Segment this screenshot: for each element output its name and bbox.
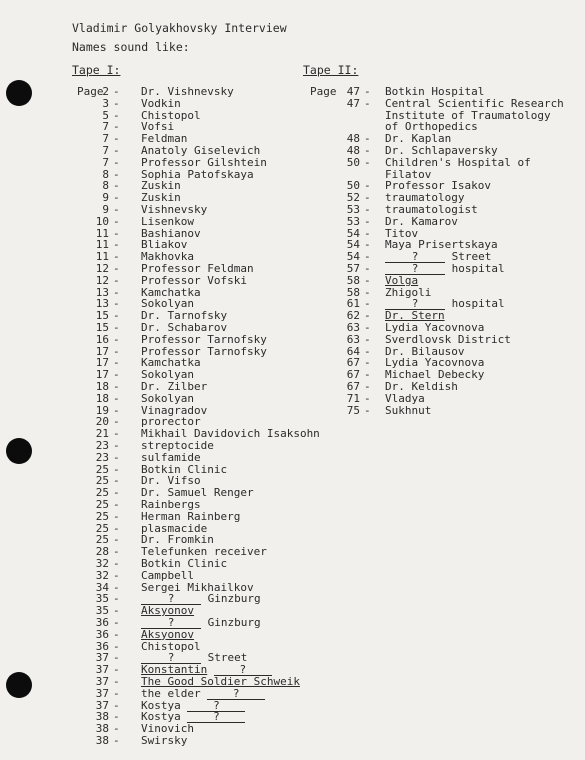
entry-name: Vinovich [141, 722, 194, 736]
entry-dash: - [113, 273, 120, 287]
page-number: 36 [95, 616, 109, 629]
page-number: 11 [95, 238, 109, 252]
entry-text [141, 735, 187, 747]
page-number: 10 [95, 214, 109, 228]
entry-name: Swirsky [141, 734, 188, 747]
entry-dash: - [113, 427, 120, 441]
entry-name: Zuskin [141, 191, 181, 205]
entry-name: Professor Isakov [385, 179, 491, 193]
entry-dash: - [113, 96, 120, 110]
entry-name: Volga [385, 273, 419, 287]
entry-name: sulfamide [141, 450, 201, 464]
page-number: 9 [102, 191, 109, 205]
entry-name: Chistopol [141, 639, 201, 653]
page-number: 54 [346, 250, 360, 264]
page-number: 54 [346, 238, 360, 252]
page-number: 32 [95, 557, 109, 570]
page-number: 19 [95, 403, 109, 417]
entry-dash: - [113, 580, 120, 594]
entry-dash: - [113, 415, 120, 429]
entry-dash: - [113, 132, 120, 146]
page-number: 37 [95, 686, 109, 700]
entry-name: Vishnevsky [141, 203, 208, 216]
unknown-blank: ? [385, 298, 445, 310]
entry-dash: - [364, 309, 371, 323]
page-number: 25 [95, 521, 109, 535]
entry-dash: - [364, 155, 371, 169]
entry-dash: - [364, 368, 371, 382]
entry-name: plasmacide [141, 521, 208, 535]
entry-dash: - [364, 132, 371, 146]
entry-dash: - [364, 179, 371, 193]
page-number: 18 [95, 380, 109, 393]
page-number: 38 [95, 734, 109, 747]
entry-name: Telefunken receiver [141, 545, 267, 559]
unknown-blank: ? [141, 593, 201, 605]
page-number: 57 [346, 262, 360, 275]
page-number: 15 [95, 309, 109, 323]
entry-name: Titov [385, 226, 419, 240]
unknown-blank: ? [207, 688, 265, 700]
page-number: 58 [346, 273, 360, 287]
entry-dash: - [113, 191, 120, 205]
entry-name: Dr. Keldish [385, 380, 458, 393]
entry-dash: - [364, 238, 371, 252]
page-number: 63 [346, 332, 360, 346]
page-number: 8 [102, 179, 109, 193]
entry-name: Aksyonov [141, 627, 194, 641]
entry-dash: - [113, 651, 120, 665]
entry-dash: - [113, 144, 120, 157]
page-number: 21 [95, 427, 109, 441]
entry-name: Dr. Zilber [141, 380, 208, 393]
entry-text [385, 405, 431, 417]
entry-name: Bliakov [141, 238, 188, 252]
entry-name: Sukhnut [385, 403, 432, 417]
page-number: 37 [95, 675, 109, 688]
entry-name: Vofsi [141, 120, 175, 134]
page-number: 13 [95, 297, 109, 311]
entry-name: Children's Hospital of [385, 155, 531, 169]
entry-name: Dr. Schlapaversky [385, 144, 498, 157]
entry-dash: - [113, 545, 120, 559]
entry-dash: - [113, 356, 120, 370]
page-number: 64 [346, 344, 360, 358]
page-number: 53 [346, 214, 360, 228]
entry-dash: - [113, 108, 120, 122]
page-number: 9 [102, 203, 109, 216]
entry-dash: - [113, 639, 120, 653]
entry-dash: - [113, 285, 120, 299]
entry-name: Dr. Schabarov [141, 321, 228, 334]
page-number: 53 [346, 203, 360, 216]
entry-dash: - [364, 391, 371, 405]
entry-name: Dr. Stern [385, 309, 445, 323]
entry-name: streptocide [141, 439, 214, 452]
entry-dash: - [113, 250, 120, 264]
entry-name: Botkin Clinic [141, 462, 228, 476]
entry-name: Dr. Tarnofsky [141, 309, 228, 323]
page-number: 47 [346, 85, 360, 98]
entry-dash: - [364, 356, 371, 370]
entry-name: Dr. Bilausov [385, 344, 465, 358]
entry-dash: - [364, 273, 371, 287]
entry-name: Dr. Vishnevsky [141, 85, 234, 98]
page-number: 36 [95, 627, 109, 641]
entry-dash: - [113, 391, 120, 405]
entry-dash: - [113, 380, 120, 393]
entry-name: hospital [451, 262, 505, 275]
page-number: 36 [95, 639, 109, 653]
entry-name: The Good Soldier Schweik [141, 675, 300, 688]
entry-name: Kostya [141, 710, 181, 724]
page-number: 25 [95, 498, 109, 511]
entry-dash: - [113, 155, 120, 169]
page-number: 47 [346, 96, 360, 110]
page-number: 23 [95, 439, 109, 452]
punch-hole [6, 438, 32, 464]
page-number: 11 [95, 226, 109, 240]
entry-name: Lydia Yacovnova [385, 321, 485, 334]
entry-name: Professor Vofski [141, 273, 247, 287]
entry-dash: - [113, 616, 120, 629]
entry-dash: - [113, 226, 120, 240]
entry-name: Maya Prisertskaya [385, 238, 498, 252]
entry-name: Botkin Hospital [385, 85, 485, 98]
entry-name: Konstantin [141, 663, 208, 677]
page-number: 25 [95, 486, 109, 500]
entry-name: traumatology [385, 191, 465, 205]
page-number: 37 [95, 651, 109, 665]
page-number: 67 [346, 380, 360, 393]
entry-dash: - [113, 663, 120, 677]
page-number: 35 [95, 604, 109, 618]
entry-dash: - [113, 167, 120, 181]
entry-dash: - [113, 734, 120, 747]
tape-2-page-label: Page [310, 85, 337, 98]
entry-name: Professor Gilshtein [141, 155, 267, 169]
entry-name: Professor Tarnofsky [141, 332, 267, 346]
page-number: 61 [346, 297, 360, 311]
page-number: 25 [95, 509, 109, 523]
entry-dash: - [113, 344, 120, 358]
entry-name: Professor Tarnofsky [141, 344, 267, 358]
entry-name: Feldman [141, 132, 188, 146]
entry-name: Professor Feldman [141, 262, 254, 275]
page-number: 13 [95, 285, 109, 299]
page-number: 67 [346, 368, 360, 382]
entry-dash: - [113, 262, 120, 275]
page-number: 18 [95, 391, 109, 405]
entry-dash: - [364, 191, 371, 205]
entry-dash: - [113, 439, 120, 452]
entry-dash: - [364, 285, 371, 299]
page-number: 62 [346, 309, 360, 323]
entry-dash: - [113, 462, 120, 476]
entry-name: Sophia Patofskaya [141, 167, 254, 181]
tape-1-page-label: Page [77, 85, 104, 98]
entry-name: Zuskin [141, 179, 181, 193]
entry-dash: - [113, 592, 120, 606]
entry-dash: - [113, 509, 120, 523]
entry-name: Ginzburg [207, 592, 261, 606]
page-number: 52 [346, 191, 360, 205]
page-number: 63 [346, 321, 360, 334]
entry-dash: - [113, 368, 120, 382]
entry-name: Vladya [385, 391, 425, 405]
page-number: 2 [102, 85, 109, 98]
entry-dash: - [364, 250, 371, 264]
entry-name: prorector [141, 415, 201, 429]
page-number: 20 [95, 415, 109, 429]
entry-dash: - [364, 297, 371, 311]
page-number: 50 [346, 155, 360, 169]
page-number: 12 [95, 262, 109, 275]
unknown-blank: ? [141, 652, 201, 664]
page-number: 15 [95, 321, 109, 334]
entry-dash: - [364, 144, 371, 157]
page-number: 17 [95, 356, 109, 370]
entry-dash: - [364, 214, 371, 228]
entry-name: Mikhail Davidovich Isaksohn [141, 427, 320, 441]
page-number: 12 [95, 273, 109, 287]
entry-name: Campbell [141, 568, 194, 582]
page-number: 16 [95, 332, 109, 346]
page-number: 7 [102, 132, 109, 146]
entry-dash: - [113, 710, 120, 724]
entry-name: Street [207, 651, 248, 665]
page-number: 8 [102, 167, 109, 181]
entry-name: Vodkin [141, 96, 181, 110]
entry-name: Central Scientific Research [385, 96, 564, 110]
unknown-blank: ? [385, 251, 445, 263]
entry-dash: - [113, 521, 120, 535]
entry-dash: - [364, 226, 371, 240]
page-number: 23 [95, 450, 109, 464]
entry-name: Dr. Fromkin [141, 533, 214, 547]
entry-name: Lydia Yacovnova [385, 356, 485, 370]
entry-name: Sokolyan [141, 297, 194, 311]
entry-name: Lisenkow [141, 214, 194, 228]
entry-name: Herman Rainberg [141, 509, 241, 523]
entry-name: Kostya [141, 698, 181, 712]
entry-name: Dr. Kamarov [385, 214, 458, 228]
entry-name: Institute of Traumatology [385, 108, 551, 122]
entry-name: Rainbergs [141, 498, 201, 511]
tape-1-heading: Tape I: [72, 63, 121, 77]
page-number: 25 [95, 462, 109, 476]
entry-name: Sokolyan [141, 391, 194, 405]
entry-name: Kamchatka [141, 285, 201, 299]
page-number: 38 [95, 710, 109, 724]
punch-hole [6, 672, 32, 698]
entry-dash: - [113, 604, 120, 618]
page-number: 48 [346, 144, 360, 157]
page-number: 71 [346, 391, 360, 405]
entry-dash: - [113, 557, 120, 570]
entry-name: traumatologist [385, 203, 478, 216]
entry-dash: - [113, 403, 120, 417]
entry-name: the elder [141, 686, 201, 700]
entry-name: Filatov [385, 167, 432, 181]
entry-dash: - [113, 238, 120, 252]
entry-dash: - [113, 450, 120, 464]
page-number: 35 [95, 592, 109, 606]
entry-dash: - [113, 627, 120, 641]
page-number: 11 [95, 250, 109, 264]
entry-dash: - [113, 722, 120, 736]
entry-dash: - [113, 686, 120, 700]
entry-dash: - [364, 262, 371, 275]
unknown-blank: ? [187, 700, 245, 712]
page-number: 37 [95, 663, 109, 677]
page-number: 58 [346, 285, 360, 299]
entry-dash: - [364, 203, 371, 216]
page-number: 28 [95, 545, 109, 559]
entry-name: Street [451, 250, 492, 264]
page-number: 25 [95, 533, 109, 547]
tape-2-heading: Tape II: [303, 63, 359, 77]
entry-dash: - [113, 85, 120, 98]
entry-dash: - [364, 380, 371, 393]
document-title: Vladimir Golyakhovsky Interview [72, 21, 287, 35]
entry-dash: - [113, 568, 120, 582]
entry-dash: - [364, 85, 371, 98]
entry-dash: - [364, 403, 371, 417]
page-number: 7 [102, 155, 109, 169]
entry-dash: - [113, 179, 120, 193]
entry-dash: - [113, 214, 120, 228]
entry-name: Sergei Mikhailkov [141, 580, 254, 594]
page-number: 54 [346, 226, 360, 240]
entry-name: Sokolyan [141, 368, 194, 382]
entry-name: of Orthopedics [385, 120, 478, 134]
entry-name: Kamchatka [141, 356, 201, 370]
entry-name: Dr. Vifso [141, 474, 201, 488]
entry-dash: - [364, 332, 371, 346]
entry-name: Michael Debecky [385, 368, 485, 382]
entry-name: Vinagradov [141, 403, 208, 417]
page-number: 7 [102, 144, 109, 157]
entry-name: Anatoly Giselevich [141, 144, 261, 157]
document-subtitle: Names sound like: [72, 40, 190, 54]
page-number: 32 [95, 568, 109, 582]
entry-name: Bashianov [141, 226, 201, 240]
page-number: 75 [346, 403, 360, 417]
page-number: 5 [102, 108, 109, 122]
entry-name: hospital [451, 297, 505, 311]
entry-dash: - [113, 321, 120, 334]
page-number: 25 [95, 474, 109, 488]
unknown-blank: ? [187, 711, 245, 723]
entry-dash: - [113, 120, 120, 134]
entry-dash: - [364, 321, 371, 334]
entry-name: Dr. Kaplan [385, 132, 452, 146]
page-number: 3 [102, 96, 109, 110]
page-number: 17 [95, 368, 109, 382]
entry-name: Zhigoli [385, 285, 432, 299]
entry-dash: - [113, 698, 120, 712]
entry-text [385, 287, 431, 299]
entry-dash: - [113, 486, 120, 500]
entry-dash: - [113, 474, 120, 488]
page-number: 17 [95, 344, 109, 358]
entry-name: Chistopol [141, 108, 201, 122]
punch-hole [6, 80, 32, 106]
page-number: 34 [95, 580, 109, 594]
entry-dash: - [364, 96, 371, 110]
entry-dash: - [113, 533, 120, 547]
entry-name: Ginzburg [207, 616, 261, 629]
entry-name: Dr. Samuel Renger [141, 486, 254, 500]
entry-name: Botkin Clinic [141, 557, 228, 570]
unknown-blank: ? [214, 664, 272, 676]
page-number: 48 [346, 132, 360, 146]
entry-dash: - [113, 297, 120, 311]
page-number: 38 [95, 722, 109, 736]
entry-dash: - [113, 332, 120, 346]
entry-name: Aksyonov [141, 604, 194, 618]
entry-dash: - [113, 309, 120, 323]
entry-name: Makhovka [141, 250, 194, 264]
entry-dash: - [113, 498, 120, 511]
page-number: 37 [95, 698, 109, 712]
unknown-blank: ? [141, 617, 201, 629]
entry-name: Sverdlovsk District [385, 332, 511, 346]
page-number: 7 [102, 120, 109, 134]
entry-dash: - [113, 675, 120, 688]
entry-dash: - [113, 203, 120, 216]
page-number: 50 [346, 179, 360, 193]
unknown-blank: ? [385, 263, 445, 275]
page-number: 67 [346, 356, 360, 370]
entry-dash: - [364, 344, 371, 358]
